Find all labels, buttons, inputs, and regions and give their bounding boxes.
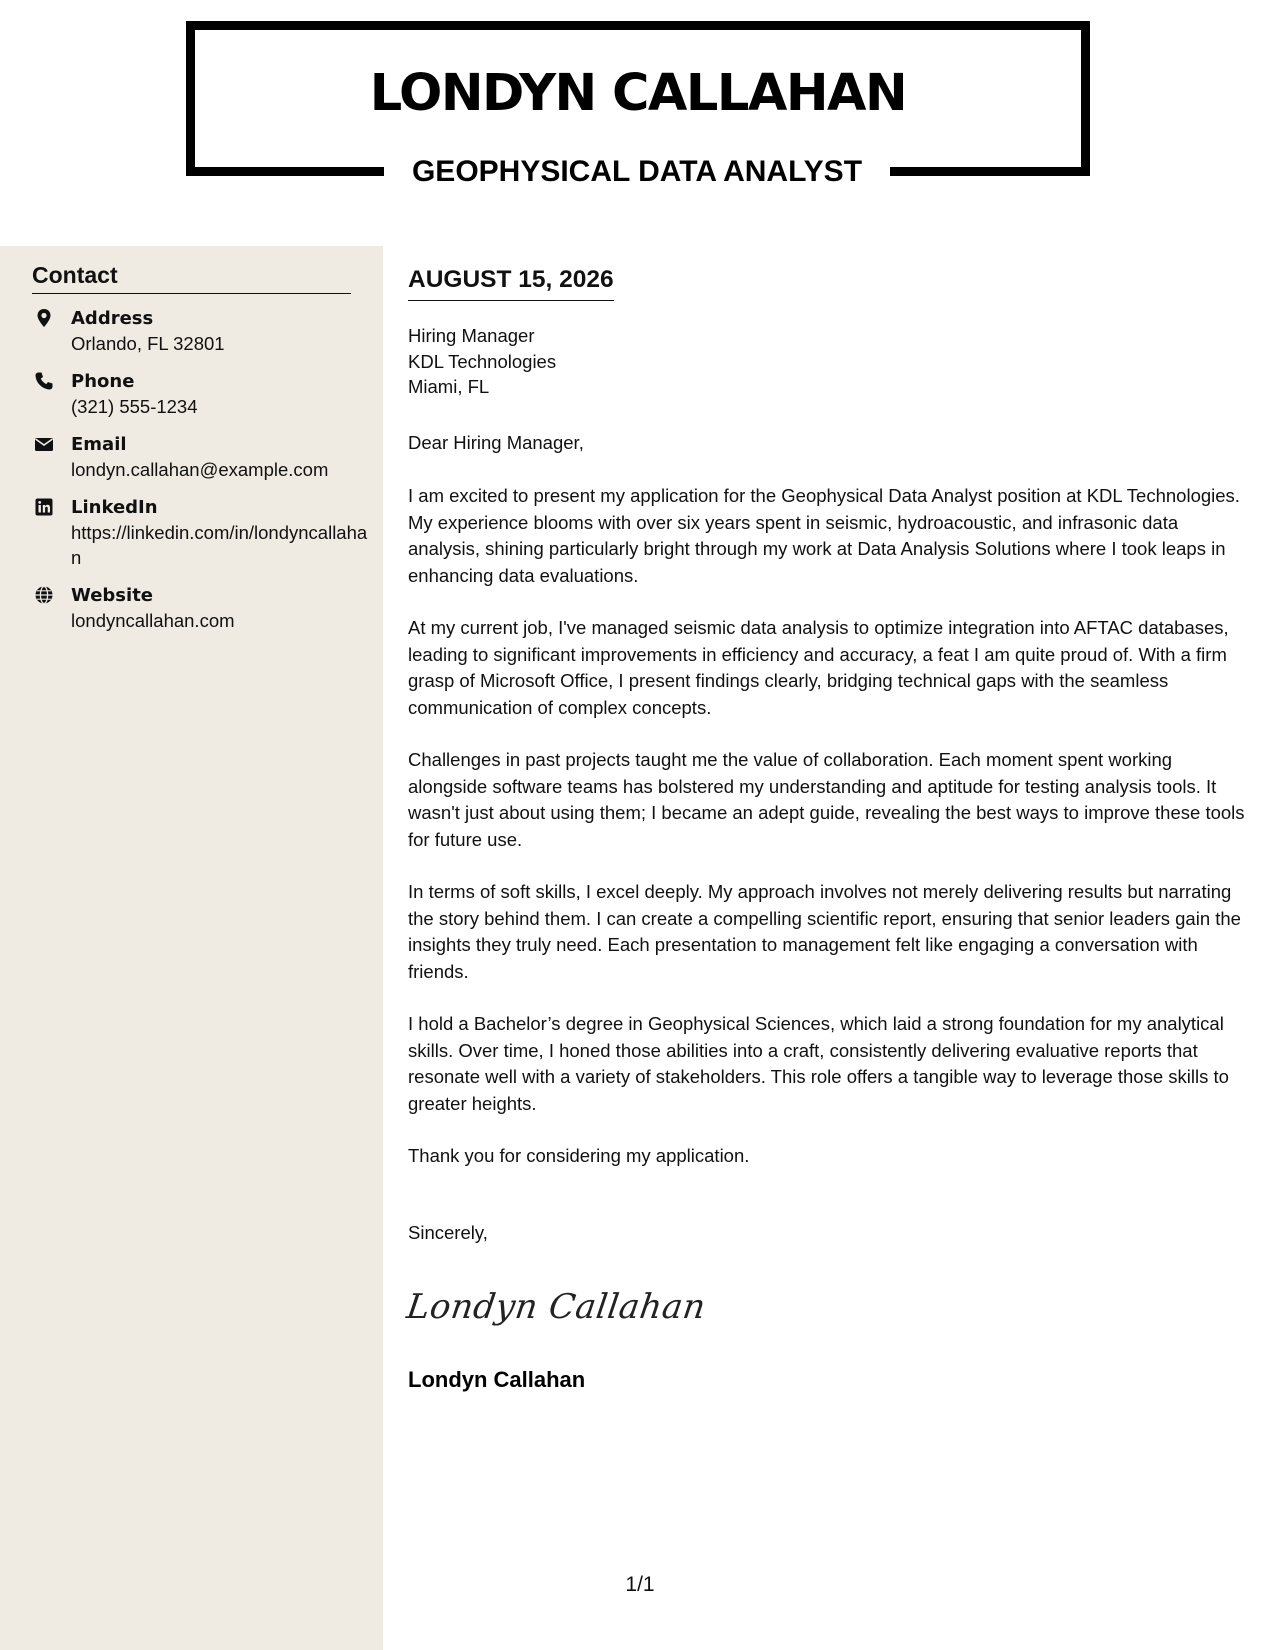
contact-value: Orlando, FL 32801 — [71, 333, 225, 354]
letter-date: AUGUST 15, 2026 — [408, 264, 614, 301]
recipient-company: KDL Technologies — [408, 350, 557, 372]
body-paragraph: In terms of soft skills, I excel deeply. My approach involves not merely delivering results but narrating the story behind them. I can create a compelling scientific report, ensuring that senior leaders gain the insights they truly need. Each presentation to management felt like engaging a conversation with friends. — [408, 881, 1241, 982]
contact-value: londyncallahan.com — [71, 610, 235, 631]
contact-label: Phone — [71, 371, 135, 392]
contact-label: Email — [71, 434, 127, 455]
contact-label: Website — [71, 585, 154, 606]
job-title: GEOPHYSICAL DATA ANALYST — [411, 155, 863, 188]
contact-heading: Contact — [32, 260, 351, 294]
body-paragraph: I am excited to present my application for the Geophysical Data Analyst position at KDL Technologies. My experience blooms with over six years spent in seismic, hydroacoustic, and infrasonic data analysis, shining particularly bright through my work at Data Analysis Solutions where I took leaps in enhancing data evaluations. — [408, 485, 1240, 586]
body-paragraph: Challenges in past projects taught me the value of collaboration. Each moment spent working alongside software teams has bolstered my understanding and aptitude for testing analysis tools. It wasn't just about using them; I became an adept guide, revealing the best ways to improve these tools for future use. — [408, 749, 1245, 850]
handwritten-signature — [404, 1272, 709, 1342]
map-pin-icon — [34, 308, 54, 328]
globe-icon — [34, 585, 54, 605]
signer-name: Londyn Callahan — [408, 1367, 586, 1392]
body-paragraph: I hold a Bachelor’s degree in Geophysical Sciences, which laid a strong foundation for my analytical skills. Over time, I honed those abilities into a craft, consistently delivering evaluative reports that resonate well with a variety of stakeholders. This role offers a tangible way to leverage those skills to greater heights. — [408, 1013, 1229, 1114]
contact-label: LinkedIn — [71, 497, 158, 518]
closing: Sincerely, — [408, 1222, 488, 1243]
phone-icon — [34, 371, 54, 391]
recipient-name: Hiring Manager — [408, 325, 535, 346]
page-number: 1/1 — [625, 1573, 655, 1596]
recipient-location: Miami, FL — [408, 376, 490, 397]
body-paragraph: At my current job, I've managed seismic data analysis to optimize integration into AFTAC databases, leading to significant improvements in efficiency and accuracy, a feat I am quite proud of. With a firm grasp of Microsoft Office, I present findings clearly, bridging technical gaps with the seamless communication of complex concepts. — [408, 617, 1229, 718]
salutation: Dear Hiring Manager, — [408, 432, 584, 453]
recipient-block — [408, 323, 556, 400]
candidate-name: LONDYN CALLAHAN — [369, 64, 907, 123]
contact-label: Address — [71, 308, 154, 329]
contact-value: (321) 555-1234 — [71, 396, 198, 417]
contact-value: https://linkedin.com/in/londyncallahan — [71, 522, 368, 568]
envelope-icon — [34, 434, 54, 454]
linkedin-icon — [34, 497, 54, 517]
signature-text: Londyn Callahan — [404, 1287, 709, 1327]
contact-value: londyn.callahan@example.com — [71, 459, 329, 480]
body-paragraph: Thank you for considering my application. — [408, 1145, 750, 1166]
